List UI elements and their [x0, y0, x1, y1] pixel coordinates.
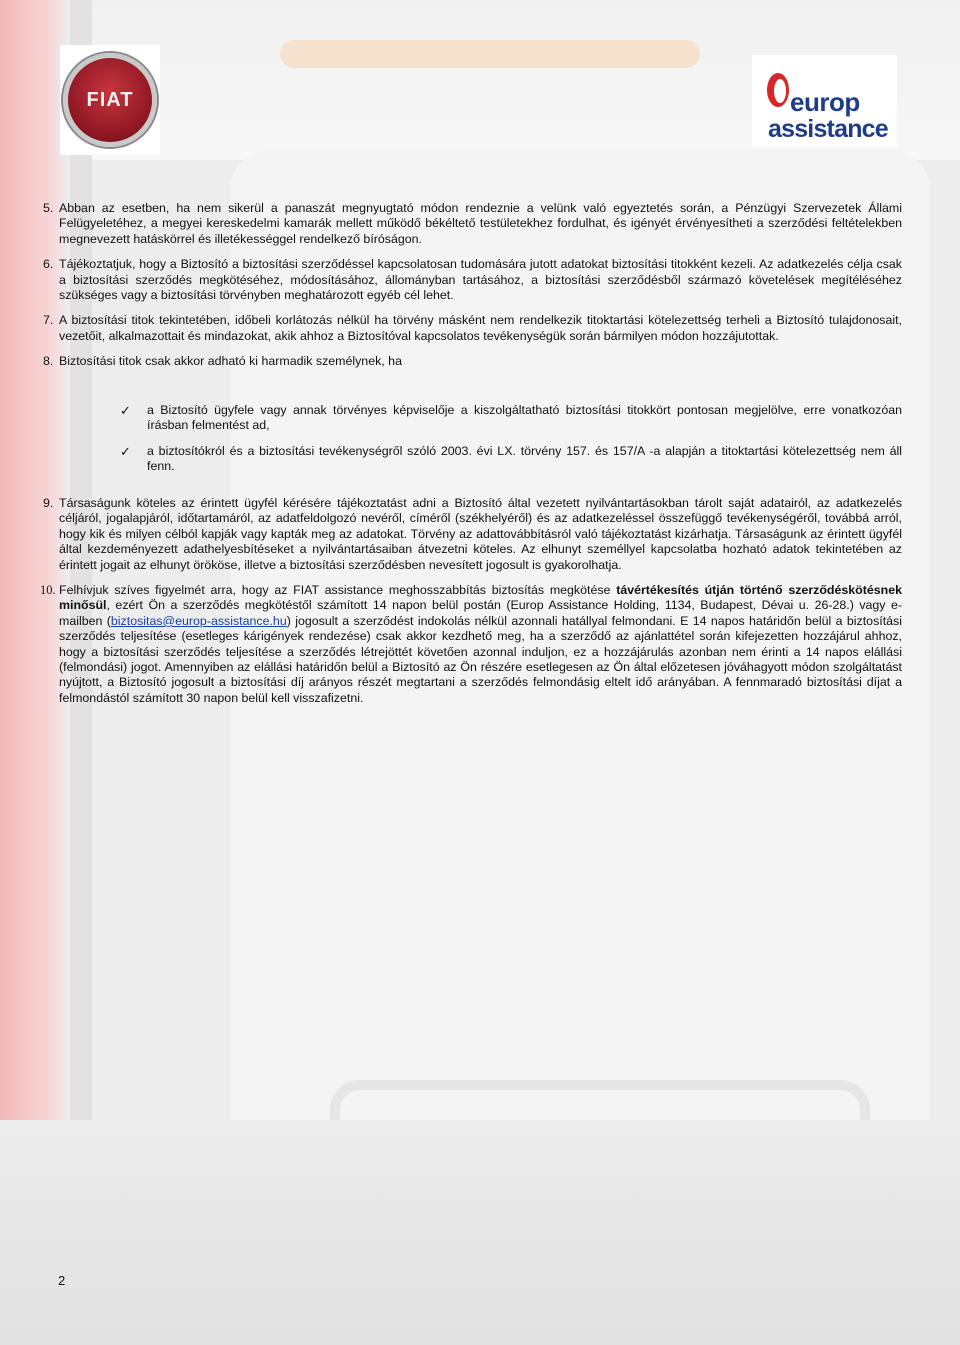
fiat-badge-icon: FIAT [63, 53, 157, 147]
paragraph-6: 6. Tájékoztatjuk, hogy a Biztosító a biztosítási szerződéssel kapcsolatosan tudomására jutott adatokat biztosítási titokként kezeli. Az adatkezelés célja csak a biztosítási szerződés megkötéséhez, módosításához, állományban tartásához, a biztosítási szerződésből származó követelések megítéléséhez szükséges vagy a biztosítási törvényben meghatározott egyéb cél lehet. [43, 257, 902, 303]
paragraph-7: 7. A biztosítási titok tekintetében, időbeli korlátozás nélkül ha törvény másként nem rendelkezik titoktartási kötelezettség terheli a Biztosító tulajdonosait, vezetőit, alkalmazottait és mindazokat, akik ahhoz a Biztosítóval kapcsolatos tevékenységük során bármilyen módon hozzájutottak. [43, 313, 902, 343]
email-link[interactable]: biztositas@europ-assistance.hu [110, 613, 287, 628]
europ-assistance-logo: europ assistance [752, 55, 897, 147]
document-body-2 [40, 496, 902, 706]
bold-phrase: távértékesítés útján történő szerződéskötésnek minősül [59, 583, 902, 613]
paragraph-9: 9. Társaságunk köteles az érintett ügyfél kérésére tájékoztatást adni a Biztosító által vezetett nyilvántartásokban tárolt saját adatairól, az adatkezelés céljáról, jogalapjáról, időtartamáról, az adatfeldolgozó nevéről, címéről (székhelyéről) és az adatkezeléssel összefüggő tevékenységéről, továbbá arról, hogy kik és milyen célból kapják vagy kapták meg az adatokat. Törvény az adattovábbításról való tájékoztatást kizárhatja. Társaságunk az érintett ügyfél által kezdeményezett adathelyesbítéseket a nyilvántartásaiban átvezetni köteles. Az elhunyt személlyel kapcsolatba hozható adatok tekintetében az érintett jogait az elhunyt örököse, illetve a biztosítási szerződésben nevesített jogosult is gyakorolhatja. [43, 496, 902, 572]
page-number: 2 [58, 1273, 66, 1288]
list-item: ✓ a biztosítókról és a biztosítási tevékenységről szóló 2003. évi LX. törvény 157. és 157/A -a alapján a titoktartási kötelezettség nem áll fenn. [120, 443, 902, 474]
checklist [120, 403, 902, 475]
paragraph-10: 10. Felhívjuk szíves figyelmét arra, hogy az FIAT assistance meghosszabbítás biztosítás megkötése távértékesítés útján történő szerződéskötésnek minősül, ezért Ön a szerződés megkötéstől számított 14 napon belül postán (Europ Assistance Holding, 1134, Budapest, Dévai u. 26-28.) vagy e-mailben (biztositas@europ-assistance.hu) jogosult a szerződést indokolás nélkül azonnali hatállyal felmondani. E 14 napos határidőn belül a biztosítási szerződés teljesítése (esetleges kárigények rendezése) csak akkor kezdhető meg, ha a szerződő az ajánlattétel során kifejezetten hozzájárul ahhoz, hogy a biztosítási szerződés teljesítése a szerződés létrejöttét követően azonnal induljon, ez a hozzájárulás azonban nem érinti a 14 napos elállási (felmondási) jogot. Amennyiben az elállási határidőn belül a Biztosító az Ön részére esetlegesen az Ön által előzetesen jóváhagyott módon szolgáltatást nyújtott, a Biztosító jogosult a biztosítási díj arányos részét megtartani a szerződés felmondásig eltelt idő arányában. A fennmaradó biztosítási díjat a felmondástól számított 30 napon belül kell visszafizetni. [40, 583, 902, 705]
checkmark-icon: ✓ [120, 443, 131, 459]
paragraph-8: 8. Biztosítási titok csak akkor adható ki harmadik személynek, ha [43, 354, 402, 369]
paragraph-5: 5. Abban az esetben, ha nem sikerül a panaszát megnyugtató módon rendeznie a velünk való egyeztetés során, a Pénzügyi Szervezetek Állami Felügyeletéhez, a megyei kereskedelmi kamarák mellett működő békéltető testületekhez fordulhat, és igényét érvényesítheti a szerződési feltételekben megnevezett hatáskörrel és illetékességgel rendelkező bíróságon. [43, 201, 902, 246]
document-body [43, 201, 902, 370]
checkmark-icon: ✓ [120, 403, 131, 418]
fiat-logo [60, 45, 160, 155]
list-item: ✓ a Biztosító ügyfele vagy annak törvényes képviselője a kiszolgáltatható biztosítási titokkört pontosan megjelölve, erre vonatkozóan írásban felmentést ad, [120, 403, 902, 433]
